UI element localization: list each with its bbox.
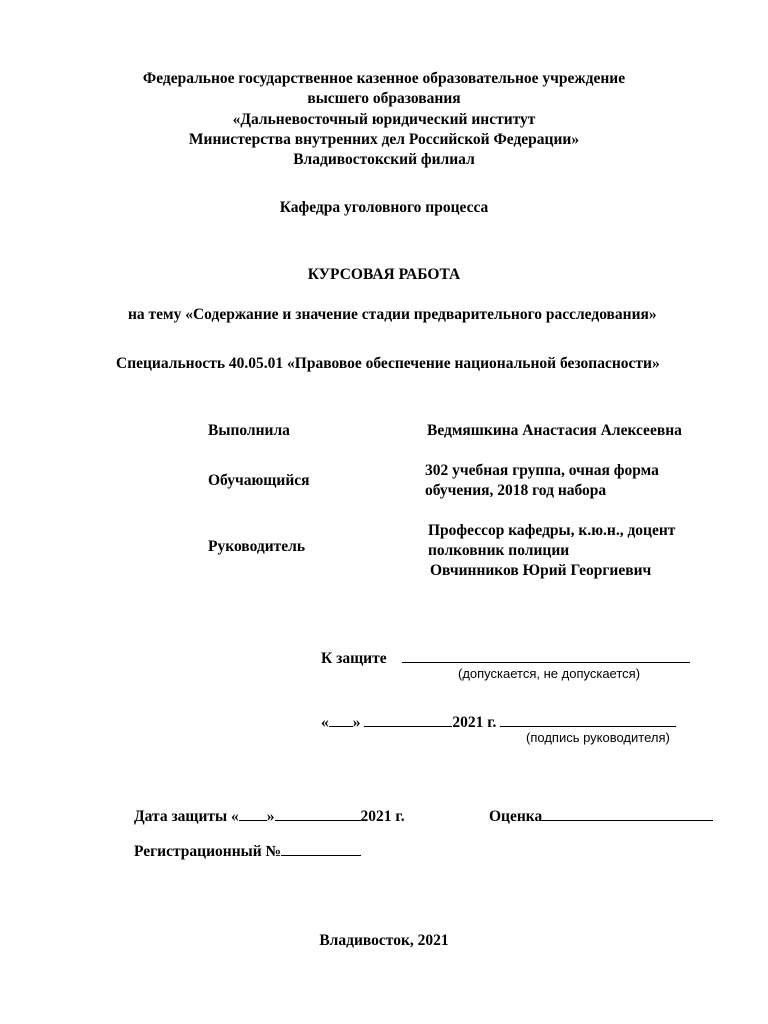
signature-note: (подпись руководителя) bbox=[526, 730, 670, 745]
defense-admission-note: (допускается, не допускается) bbox=[458, 666, 641, 681]
city-year-footer: Владивосток, 2021 bbox=[319, 932, 449, 949]
student-study-form: обучения, 2018 год набора bbox=[425, 482, 607, 499]
supervisor-label: Руководитель bbox=[208, 538, 306, 555]
institution-name-line-2: высшего образования bbox=[307, 90, 461, 107]
topic-line: на тему «Содержание и значение стадии предварительного расследования» bbox=[128, 306, 657, 323]
supervisor-signature-row bbox=[321, 712, 676, 732]
defense-date-year: 2021 г. bbox=[360, 808, 405, 825]
signature-month-blank bbox=[364, 712, 452, 727]
defense-admission-row bbox=[321, 648, 690, 668]
signature-year: 2021 г. bbox=[452, 714, 497, 731]
signature-day-blank bbox=[329, 712, 353, 727]
specialty-line: Специальность 40.05.01 «Правовое обеспечение национальной безопасности» bbox=[116, 355, 660, 372]
author-label: Выполнила bbox=[208, 422, 290, 439]
signature-blank bbox=[500, 712, 676, 727]
grade-blank bbox=[542, 806, 713, 821]
signature-open-quote: « bbox=[321, 714, 329, 731]
defense-date-row bbox=[134, 806, 405, 826]
student-label: Обучающийся bbox=[208, 472, 310, 489]
supervisor-name: Овчинников Юрий Георгиевич bbox=[430, 562, 652, 579]
grade-row bbox=[489, 806, 713, 826]
registration-row bbox=[134, 841, 361, 861]
signature-close-quote: » bbox=[352, 714, 361, 731]
supervisor-rank: полковник полиции bbox=[428, 542, 570, 559]
document-type-title: КУРСОВАЯ РАБОТА bbox=[307, 266, 461, 283]
institution-name-line-3: «Дальневосточный юридический институт bbox=[232, 111, 536, 128]
department-name: Кафедра уголовного процесса bbox=[279, 199, 489, 216]
grade-label: Оценка bbox=[489, 808, 543, 825]
defense-admission-blank bbox=[402, 648, 690, 663]
defense-admission-label: К защите bbox=[321, 650, 387, 667]
institution-name-line-1: Федеральное государственное казенное образовательное учреждение bbox=[142, 70, 626, 87]
author-name: Ведмяшкина Анастасия Алексеевна bbox=[427, 422, 682, 439]
defense-date-month-blank bbox=[275, 806, 361, 821]
supervisor-position: Профессор кафедры, к.ю.н., доцент bbox=[428, 522, 676, 539]
defense-date-day-blank bbox=[239, 806, 267, 821]
institution-name-line-4: Министерства внутренних дел Российской Федерации» bbox=[188, 131, 580, 148]
defense-date-label: Дата защиты « bbox=[134, 808, 239, 825]
defense-date-close-quote: » bbox=[266, 808, 275, 825]
registration-blank bbox=[281, 841, 361, 856]
student-group: 302 учебная группа, очная форма bbox=[425, 462, 659, 479]
branch-name: Владивостокский филиал bbox=[293, 151, 475, 168]
registration-label: Регистрационный № bbox=[134, 843, 282, 860]
